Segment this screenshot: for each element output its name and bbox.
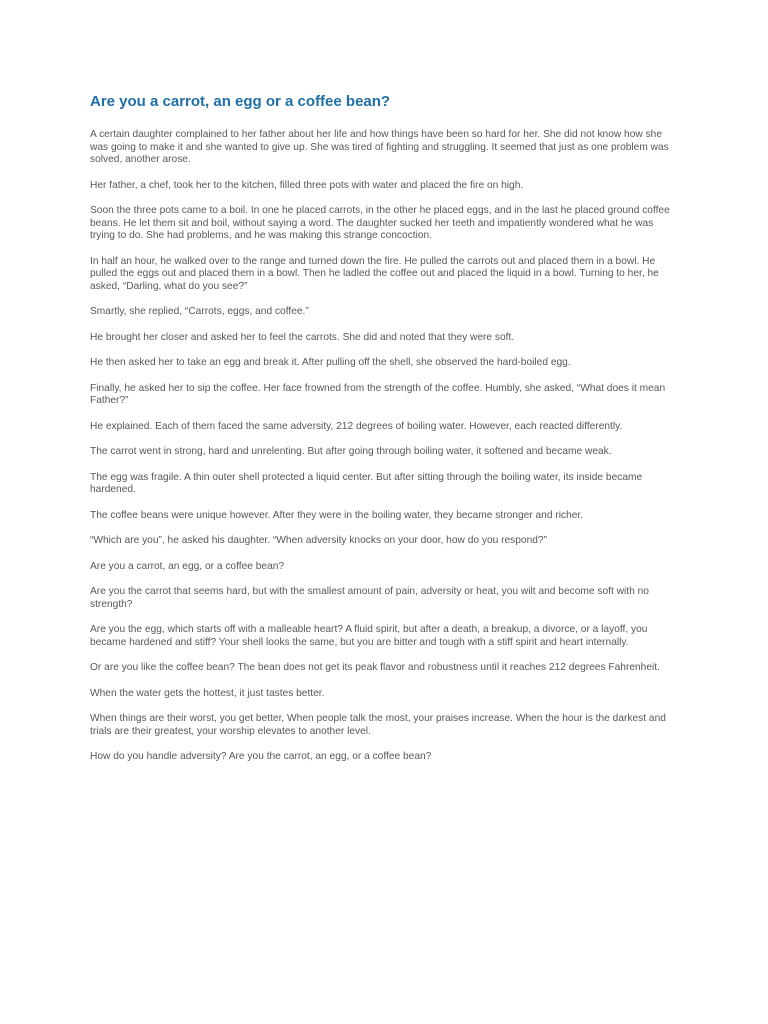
paragraph-15: Are you the carrot that seems hard, but with the smallest amount of pain, adversity or heat, you wilt and become soft with no strength?	[90, 586, 649, 610]
paragraph-18: When the water gets the hottest, it just tastes better.	[90, 687, 325, 699]
paragraph-6: He brought her closer and asked her to feel the carrots. She did and noted that they were soft.	[90, 331, 515, 343]
paragraph-7: He then asked her to take an egg and break it. After pulling off the shell, she observed the hard-boiled egg.	[90, 357, 571, 368]
document-page	[90, 93, 680, 777]
paragraph-5: Smartly, she replied, “Carrots, eggs, and coffee.”	[90, 306, 309, 317]
paragraph-3: Soon the three pots came to a boil. In one he placed carrots, in the other he placed eggs, and in the last he placed ground coffee beans. He let them sit and boil, without saying a word. The daughter sucked her teeth and impatiently wondered what he was trying to do. She had problems, and he was making this strange concoction.	[90, 205, 670, 241]
document-title: Are you a carrot, an egg or a coffee bean?	[90, 93, 391, 110]
paragraph-13: “Which are you”, he asked his daughter. “When adversity knocks on your door, how do you respond?”	[90, 535, 547, 546]
paragraph-16: Are you the egg, which starts off with a malleable heart? A fluid spirit, but after a death, a breakup, a divorce, or a layoff, you became hardened and stiff? Your shell looks the same, but you are bitter and tough with a stiff spirit and heart internally.	[90, 624, 648, 648]
paragraph-19: When things are their worst, you get better, When people talk the most, your praises increase. When the hour is the darkest and trials are their greatest, your worship elevates to another level.	[90, 713, 666, 737]
paragraph-9: He explained. Each of them faced the same adversity, 212 degrees of boiling water. However, each reacted differently.	[90, 420, 623, 432]
paragraph-11: The egg was fragile. A thin outer shell protected a liquid center. But after sitting through the boiling water, its inside became hardened.	[90, 471, 643, 495]
paragraph-2: Her father, a chef, took her to the kitchen, filled three pots with water and placed the fire on high.	[90, 179, 524, 191]
paragraph-12: The coffee beans were unique however. After they were in the boiling water, they became stronger and richer.	[90, 509, 584, 521]
paragraph-10: The carrot went in strong, hard and unrelenting. But after going through boiling water, it softened and became weak.	[90, 446, 612, 457]
paragraph-14: Are you a carrot, an egg, or a coffee bean?	[90, 560, 285, 572]
paragraph-17: Or are you like the coffee bean? The bean does not get its peak flavor and robustness until it reaches 212 degrees Fahrenheit.	[90, 662, 660, 673]
paragraph-4: In half an hour, he walked over to the range and turned down the fire. He pulled the carrots out and placed them in a bowl. He pulled the eggs out and placed them in a bowl. Then he ladled the coffee out and placed the liquid in a bowl. Turning to her, he asked, “Darling, what do you see?”	[90, 255, 659, 292]
paragraph-1: A certain daughter complained to her father about her life and how things have been so hard for her. She did not know how she was going to make it and she wanted to give up. She was tired of fighting and struggling. It seemed that just as one problem was solved, another arose.	[90, 129, 669, 165]
paragraph-8: Finally, he asked her to sip the coffee. Her face frowned from the strength of the coffee. Humbly, she asked, “What does it mean Father?”	[90, 382, 666, 406]
paragraph-20: How do you handle adversity? Are you the carrot, an egg, or a coffee bean?	[90, 751, 432, 762]
